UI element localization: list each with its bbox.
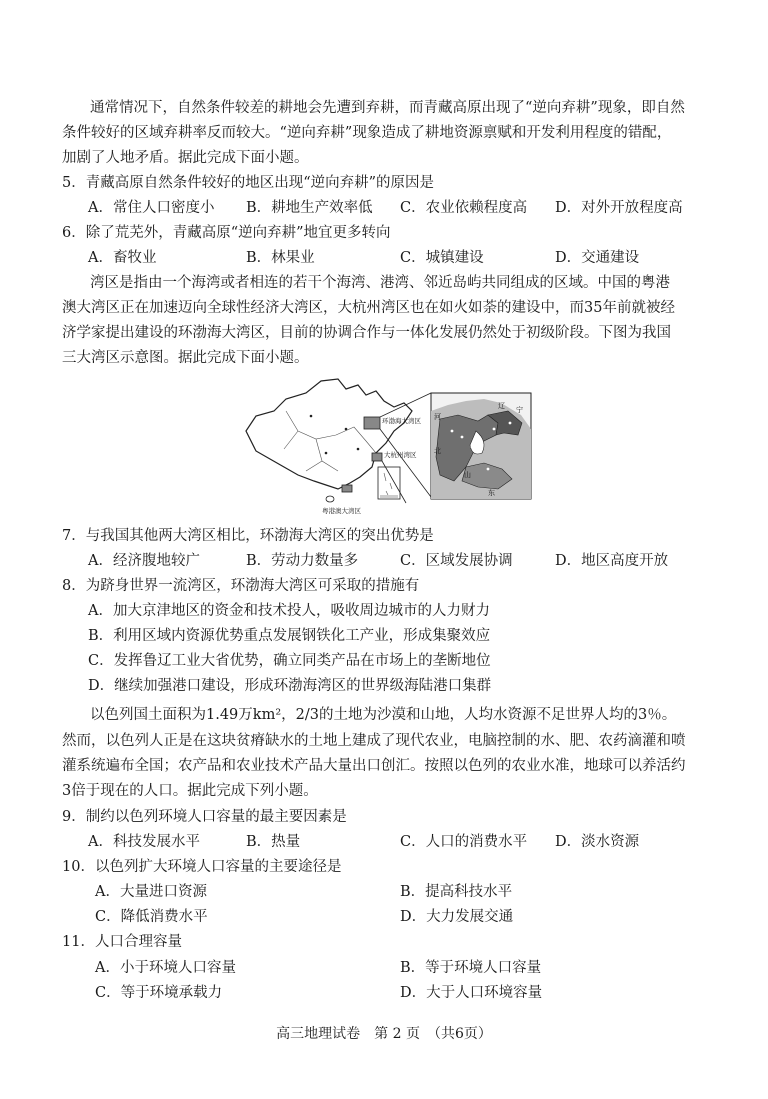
q7-option-a: A．经济腹地较广 — [88, 553, 200, 569]
bay-areas-map — [226, 371, 558, 518]
q9-option-d: D．淡水资源 — [555, 834, 640, 850]
q11-option-a: A．小于环境人口容量 — [95, 960, 236, 976]
passage1-line-3: 加剧了人地矛盾。据此完成下面小题。 — [62, 150, 309, 166]
passage1-line-2: 条件较好的区域弃耕率反而较大。“逆向弃耕”现象造成了耕地资源禀赋和开发利用程度的错配， — [62, 125, 672, 141]
page-footer: 高三地理试卷 第 2 页 （共6页） — [276, 1026, 492, 1042]
q10-option-a: A．大量进口资源 — [95, 884, 207, 900]
passage1-line-1: 通常情况下，自然条件较差的耕地会先遭到弃耕，而青藏高原出现了“逆向弃耕”现象，即自然 — [90, 100, 685, 116]
q11-option-d: D．大于人口环境容量 — [400, 985, 543, 1001]
q5-option-c: C．农业依赖程度高 — [400, 200, 528, 216]
inset-label-liao: 辽 — [498, 402, 505, 410]
q5-option-b: B．耕地生产效率低 — [246, 200, 373, 216]
question-7-stem: 7．与我国其他两大湾区相比，环渤海大湾区的突出优势是 — [62, 528, 434, 544]
q9-option-b: B．热量 — [246, 834, 301, 850]
inset-label-dong: 东 — [488, 489, 495, 497]
passage3-line-1: 以色列国土面积为1.49万km²，2/3的土地为沙漠和山地，人均水资源不足世界人均的3％。 — [90, 707, 677, 723]
q8-option-d: D．继续加强港口建设，形成环渤海湾区的世界级海陆港口集群 — [88, 678, 492, 694]
q5-option-d: D．对外开放程度高 — [555, 200, 683, 216]
q9-option-c: C．人口的消费水平 — [400, 834, 528, 850]
q7-option-d: D．地区高度开放 — [555, 553, 669, 569]
q6-option-b: B．林果业 — [246, 250, 315, 266]
label-bohai: 环渤海大湾区 — [382, 417, 421, 425]
q7-option-c: C．区域发展协调 — [400, 553, 513, 569]
question-8-stem: 8．为跻身世界一流湾区，环渤海大湾区可采取的措施有 — [62, 578, 420, 594]
passage2-line-1: 湾区是指由一个海湾或者相连的若干个海湾、港湾、邻近岛屿共同组成的区域。中国的粤港 — [90, 275, 670, 291]
passage2-line-4: 三大湾区示意图。据此完成下面小题。 — [62, 350, 309, 366]
q9-option-a: A．科技发展水平 — [88, 834, 200, 850]
inset-label-he: 河 — [434, 413, 441, 421]
question-10-stem: 10．以色列扩大环境人口容量的主要途径是 — [62, 859, 342, 875]
q11-option-c: C．等于环境承载力 — [95, 985, 223, 1001]
question-5-stem: 5．青藏高原自然条件较好的地区出现“逆向弃耕”的原因是 — [62, 175, 435, 191]
question-11-stem: 11．人口合理容量 — [62, 934, 182, 950]
inset-label-bei: 北 — [434, 447, 441, 455]
passage2-line-3: 济学家提出建设的环渤海大湾区，目前的协调合作与一体化发展仍然处于初级阶段。下图为我国 — [62, 325, 671, 341]
q10-option-c: C．降低消费水平 — [95, 909, 208, 925]
q6-option-c: C．城镇建设 — [400, 250, 484, 266]
passage3-line-4: 3倍于现在的人口。据此完成下列小题。 — [62, 783, 318, 799]
question-9-stem: 9．制约以色列环境人口容量的最主要因素是 — [62, 809, 347, 825]
label-hangzhou: 大杭州湾区 — [384, 451, 417, 459]
inset-label-shan: 山 — [464, 471, 471, 479]
q8-option-c: C．发挥鲁辽工业大省优势，确立同类产品在市场上的垄断地位 — [88, 653, 491, 669]
passage3-line-2: 然而，以色列人正是在这块贫瘠缺水的土地上建成了现代农业，电脑控制的水、肥、农药滴灌和喷 — [62, 733, 686, 749]
passage2-line-2: 澳大湾区正在加速迈向全球性经济大湾区，大杭州湾区也在如火如荼的建设中，而35年前就被经 — [62, 300, 675, 316]
q8-option-b: B．利用区域内资源优势重点发展钢铁化工产业，形成集聚效应 — [88, 628, 491, 644]
q6-option-d: D．交通建设 — [555, 250, 640, 266]
q7-option-b: B．劳动力数量多 — [246, 553, 359, 569]
q8-option-a: A．加大京津地区的资金和技术投人，吸收周边城市的人力财力 — [88, 603, 490, 619]
passage3-line-3: 灌系统遍布全国；农产品和农业技术产品大量出口创汇。按照以色列的农业水准，地球可以养活约 — [62, 758, 686, 774]
inset-label-ning: 宁 — [516, 406, 523, 414]
q10-option-d: D．大力发展交通 — [400, 909, 514, 925]
south-sea-inset — [378, 467, 400, 499]
q5-option-a: A．常住人口密度小 — [88, 200, 215, 216]
question-6-stem: 6．除了荒芜外，青藏高原“逆向弃耕”地宜更多转向 — [62, 225, 391, 241]
q10-option-b: B．提高科技水平 — [400, 884, 513, 900]
q11-option-b: B．等于环境人口容量 — [400, 960, 542, 976]
q6-option-a: A．畜牧业 — [88, 250, 157, 266]
label-yuegang: 粤港澳大湾区 — [322, 507, 361, 515]
